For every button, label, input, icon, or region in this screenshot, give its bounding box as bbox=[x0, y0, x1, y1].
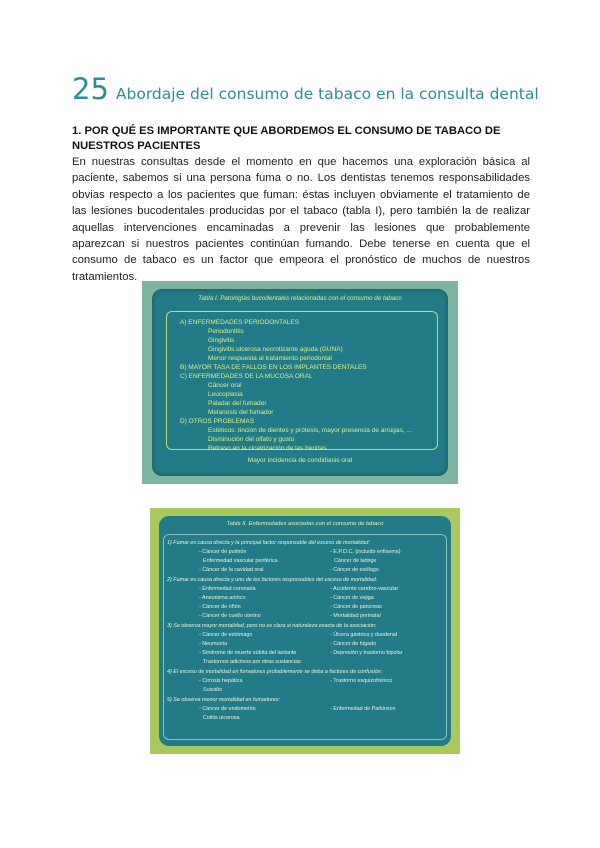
chapter-header bbox=[72, 72, 539, 106]
table-1-line: Paladar del fumador bbox=[208, 400, 267, 407]
table-2-figure bbox=[150, 508, 460, 754]
table-1-footer: Mayor incidencia de condidiasis oral bbox=[247, 457, 353, 464]
table-2-panel bbox=[159, 516, 451, 746]
chapter-title: Abordaje del consumo de tabaco en la consulta dental bbox=[115, 85, 539, 103]
table-2-left-item: - Enfermedad coronaria bbox=[199, 586, 256, 592]
table-1-line: Gingivitis bbox=[208, 337, 235, 344]
table-2-left-item: Suicidio bbox=[203, 687, 222, 693]
table-1-line: Retraso en la cicatrización de las heridas bbox=[208, 445, 327, 452]
table-1-line: Gingivitis ulcerosa necrotizante aguda (GUNA) bbox=[208, 346, 343, 353]
table-2-left-item: - Síndrome de muerte súbita del lactante bbox=[199, 650, 297, 656]
table-2-right-item: - Cáncer de esófago bbox=[330, 567, 379, 573]
table-1-line: A) ENFERMEDADES PERIODONTALES bbox=[180, 319, 300, 326]
table-2-left-item: - Cáncer de endometrio bbox=[199, 706, 256, 712]
table-2-group-heading: 1) Fumar es causa directa y la principal factor responsable del exceso de mortalidad: bbox=[167, 540, 370, 546]
table-2-right-item: - Trastorno esquizofrénico bbox=[330, 678, 393, 684]
table-2-group-heading: 3) Se observa mayor mortalidad, pero no es clara si naturaleza exacta de la asociación: bbox=[167, 623, 377, 629]
table-2-group-heading: 2) Fumar es causa directa y uno de los factores responsables del exceso de mortalidad: bbox=[167, 577, 378, 583]
section-heading bbox=[72, 124, 534, 154]
section-heading-line-1: 1. POR QUÉ ES IMPORTANTE QUE ABORDEMOS EL CONSUMO DE TABACO DE bbox=[72, 125, 501, 137]
table-2-right-item: - E.P.O.C. (incluido enfisema) bbox=[330, 549, 401, 555]
table-2-right-item: - Accidente cerebro-vascular bbox=[330, 586, 399, 592]
table-2-title: Tabla II. Enfermedades asociadas con el consumo de tabaco bbox=[226, 521, 384, 527]
table-2-right-item: - Cáncer de vejiga bbox=[330, 595, 374, 601]
table-2-right-item: - Cáncer de páncreas bbox=[330, 604, 382, 610]
table-1-title: Tabla I. Patologías bucodentales relacionadas con el consumo de tabaco bbox=[198, 295, 402, 302]
table-2-left-item: - Cáncer de la cavidad oral bbox=[199, 567, 264, 573]
body-paragraph: En nuestras consultas desde el momento en que hacemos una exploración básica al paciente, sabemos si una persona fuma o no. Los dentistas tenemos responsabilidades obvias respecto a los pacientes que fuman: éstas incluyen obviamente el tratamiento de las lesiones bucodentales producidas por el tabaco (tabla I), pero también la de realizar aquellas intervenciones encaminadas a prevenir las lesiones que probablemente aparezcan si nuestros pacientes continúan fumando. Debe tenerse en cuenta que el consumo de tabaco es un factor que empeora el pronóstico de muchos de nuestros tratamientos. bbox=[72, 156, 530, 283]
table-1-line: Menor respuesta al tratamiento periodontal bbox=[208, 355, 332, 362]
table-1-line: Melanosis del fumador bbox=[208, 409, 274, 416]
chapter-number: 25 bbox=[72, 72, 109, 106]
table-2-right-item: - Mortalidad perinatal bbox=[330, 613, 381, 619]
table-2-group-heading: 4) El exceso de mortalidad en fumadores probablemente se deba a factores de confusión: bbox=[167, 669, 383, 675]
table-2-left-item: - Aneurisma aórtico bbox=[199, 595, 246, 601]
table-1-line: C) ENFERMEDADES DE LA MUCOSA ORAL bbox=[180, 373, 313, 380]
table-2-left-item: - Cáncer de cuello uterino bbox=[199, 613, 261, 619]
section-heading-line-2: NUESTROS PACIENTES bbox=[72, 140, 201, 152]
table-2-left-item: - Cirrosis hepática bbox=[199, 678, 243, 684]
table-2-left-item: Colitis ulcerosa bbox=[203, 715, 240, 721]
table-1-line: Estéticos: tinción de dientes y prótesis, mayor presencia de arrugas, ... bbox=[208, 427, 412, 434]
table-1-figure bbox=[142, 281, 458, 484]
table-2-group-heading: 5) Se observa menor mortalidad en fumadores: bbox=[167, 697, 280, 703]
table-2-right-item: - Enfermedad de Parkinson bbox=[330, 706, 396, 712]
table-2-left-item: - Cáncer de estómago bbox=[199, 632, 253, 638]
table-2-left-item: Trastornos adictivos por otras sustancias bbox=[203, 659, 301, 665]
table-1-line: Disminución del olfato y gusto bbox=[208, 436, 295, 443]
table-2-right-item: Cáncer de laringe bbox=[334, 558, 377, 564]
table-2-left-item: Enfermedad vascular periférica bbox=[203, 558, 278, 564]
table-2-right-item: - Úlcera gástrica y duodenal bbox=[330, 632, 398, 638]
table-2-left-item: - Cáncer de pulmón bbox=[199, 549, 247, 555]
table-1-line: Cáncer oral bbox=[208, 382, 242, 389]
table-1-line: D) OTROS PROBLEMAS bbox=[180, 418, 255, 425]
table-1-line: Leucoplasia bbox=[208, 391, 243, 398]
table-1-panel bbox=[152, 289, 448, 476]
table-2-right-item: - Depresión y trastorno bipolar bbox=[330, 650, 403, 656]
table-2-right-item: - Cáncer de hígado bbox=[330, 641, 377, 647]
table-1-line: B) MAYOR TASA DE FALLOS EN LOS IMPLANTES DENTALES bbox=[180, 364, 367, 371]
table-2-left-item: - Neumonía bbox=[199, 641, 228, 647]
table-1-line: Periodontitis bbox=[208, 328, 244, 335]
table-2-left-item: - Cáncer de riñón bbox=[199, 604, 241, 610]
